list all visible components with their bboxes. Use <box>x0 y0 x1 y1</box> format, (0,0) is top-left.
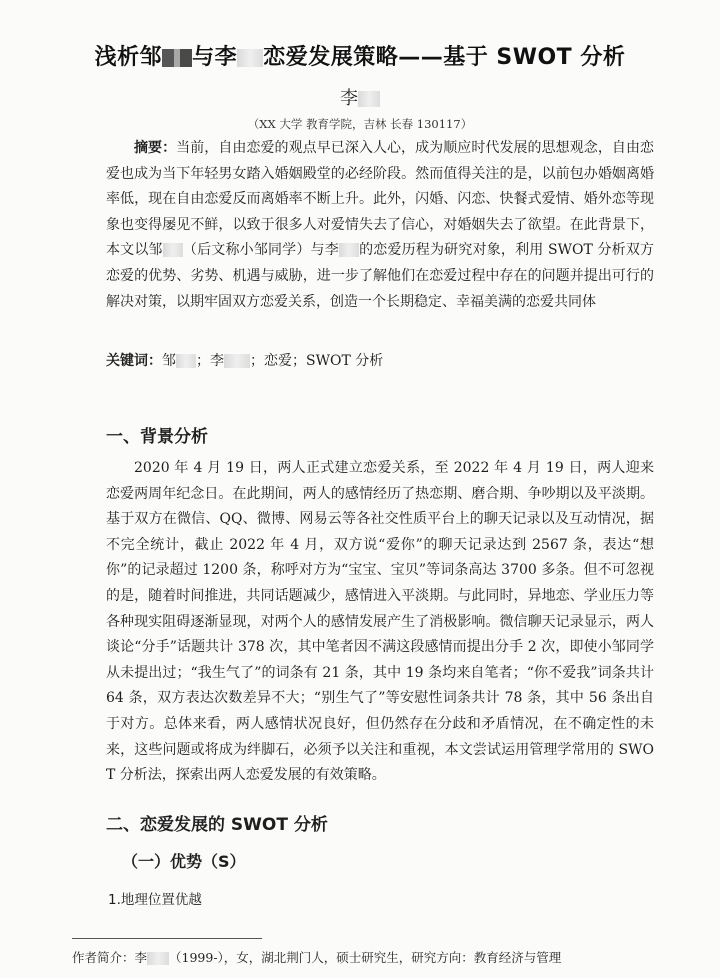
redaction-mark <box>176 354 196 368</box>
abstract-text: （后文称小邹同学）与李 <box>182 242 339 259</box>
abstract-text: 当前，自由恋爱的观点早已深入人心，成为顺应时代发展的思想观念，自由恋爱也成为当下年轻男女踏入婚姻殿堂的必经阶段。然而值得关注的是，以前包办婚姻离婚率低，现在自由恋爱反而离婚率不断上升。此外，闪婚、闪恋、快餐式爱情、婚外恋等现象也变得屡见不鲜，以致于很多人对爱情失去了信心，对婚姻失去了欲望。在此背景下，本文以邹 <box>106 140 655 259</box>
footnote-rule <box>72 938 262 939</box>
footnote-text: （1999-），女，湖北荆门人，硕士研究生，研究方向：教育经济与管理 <box>169 950 562 965</box>
keyword: ；李 <box>196 353 224 369</box>
abstract <box>106 136 654 315</box>
author-name <box>0 84 720 110</box>
redaction-mark <box>162 49 192 67</box>
title-text-2: 与李 <box>192 45 238 70</box>
affiliation: （XX 大学 教育学院，吉林 长春 130117） <box>247 117 473 131</box>
subsection-heading: （一）优势（S） <box>122 852 246 871</box>
author-text: 李 <box>340 88 358 109</box>
paper-title <box>0 40 720 71</box>
footnote <box>72 948 561 966</box>
section-body: 2020 年 4 月 19 日，两人正式建立恋爱关系，至 2022 年 4 月 19 日，两人迎来恋爱两周年纪念日。在此期间，两人的感情经历了热恋期、磨合期、争吵期以及平淡期。基于双方在微信、QQ、微博、网易云等各社交性质平台上的聊天记录以及互动情况，据不完全统计，截止 2022 年 4 月，双方说“爱你”的聊天记录达到 2567 条，表达“想你”的记录超过 1200 条，称呼对方为“宝宝、宝贝”等词条高达 3700 多条。但不可忽视的是，随着时间推进，共同话题减少，感情进入平淡期。与此同时，异地恋、学业压力等各种现实阻碍逐渐显现，对两个人的感情发展产生了消极影响。微信聊天记录显示，两人谈论“分手”话题共计 378 次，其中笔者因不满这段感情而提出分手 2 次，即使小邹同学从未提出过；“我生气了”的词条有 21 条，其中 19 条均来自笔者；“你不爱我”词条共计 64 条，双方表达次数差异不大；“别生气了”等安慰性词条共计 78 条，其中 56 条出自于对方。总体来看，两人感情状况良好，但仍然存在分歧和矛盾情况，在不确定性的未来，这些问题或将成为绊脚石，必须予以关注和重视，本文尝试运用管理学常用的 SWOT 分析法，探索出两人恋爱发展的有效策略。 <box>106 460 654 784</box>
redaction-mark <box>163 243 183 257</box>
title-text-1: 浅析邹 <box>94 45 163 70</box>
redaction-mark <box>224 354 250 368</box>
keyword: 邹 <box>162 353 176 369</box>
redaction-mark <box>147 952 169 965</box>
keywords <box>106 350 383 370</box>
abstract-label: 摘要： <box>134 140 177 156</box>
redaction-mark <box>358 91 380 107</box>
redaction-mark <box>339 243 359 257</box>
keywords-label: 关键词： <box>106 353 162 369</box>
footnote-label: 作者简介：李 <box>72 950 148 965</box>
abstract-text: 的恋爱历程为研究对象，利用 SWOT 分析双方恋爱的优势、劣势、机遇与威胁，进一步了解他们在恋爱过程中存在的问题并提出可行的解决对策，以期牢固双方恋爱关系，创造一个长期稳定、幸福美满的恋爱共同体 <box>106 242 655 310</box>
section-heading: 二、恋爱发展的 SWOT 分析 <box>106 815 328 835</box>
title-text-3: 恋爱发展策略——基于 SWOT 分析 <box>263 45 626 70</box>
section-heading: 一、背景分析 <box>106 427 208 447</box>
item-heading: 1.地理位置优越 <box>108 892 202 908</box>
keyword: ；恋爱；SWOT 分析 <box>250 353 384 369</box>
redaction-mark <box>237 49 263 67</box>
